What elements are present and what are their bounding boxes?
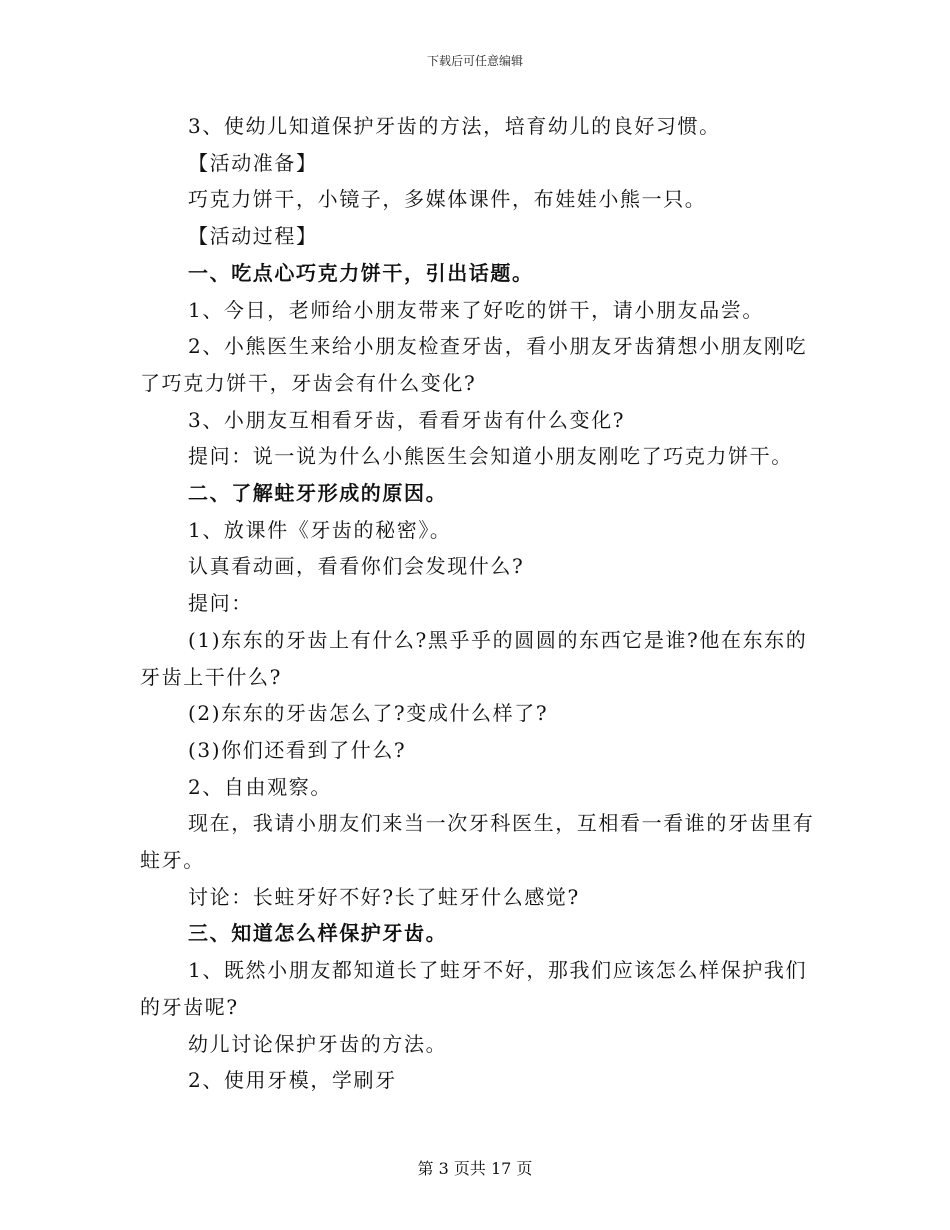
- paragraph: 2、自由观察。: [188, 774, 332, 799]
- paragraph: 3、使幼儿知道保护牙齿的方法，培育幼儿的良好习惯。: [188, 114, 721, 138]
- page-header: 下载后可任意编辑: [426, 54, 523, 68]
- paragraph: (1)东东的牙齿上有什么?黑乎乎的圆圆的东西它是谁?他在东东的牙齿上干什么?: [140, 627, 808, 689]
- paragraph: 1、既然小朋友都知道长了蛀牙不好，那我们应该怎么样保护我们的牙齿呢?: [140, 958, 808, 1019]
- paragraph: 认真看动画，看看你们会发现什么?: [188, 554, 525, 579]
- page-footer: 第 3 页共 17 页: [417, 1159, 533, 1178]
- paragraph: 现在，我请小朋友们来当一次牙科医生，互相看一看谁的牙齿里有蛀牙。: [140, 811, 815, 873]
- paragraph: 提问：说一说为什么小熊医生会知道小朋友刚吃了巧克力饼干。: [188, 444, 793, 469]
- paragraph: 2、使用牙模，学刷牙: [188, 1068, 397, 1093]
- section-heading: 一、吃点心巧克力饼干，引出话题。: [188, 260, 534, 285]
- paragraph: (3)你们还看到了什么?: [188, 737, 407, 762]
- paragraph: 1、放课件《牙齿的秘密》。: [188, 517, 452, 542]
- paragraph: 巧克力饼干，小镜子，多媒体课件，布娃娃小熊一只。: [188, 187, 707, 212]
- document-body: [140, 108, 820, 1099]
- paragraph: 【活动准备】: [188, 150, 318, 175]
- paragraph: 3、小朋友互相看牙齿，看看牙齿有什么变化?: [188, 407, 626, 432]
- paragraph: 提问：: [188, 591, 253, 616]
- paragraph: 2、小熊医生来给小朋友检查牙齿，看小朋友牙齿猜想小朋友刚吃了巧克力饼干，牙齿会有什么变化?: [140, 334, 808, 395]
- paragraph: 幼儿讨论保护牙齿的方法。: [188, 1031, 448, 1056]
- paragraph: 讨论：长蛀牙好不好?长了蛀牙什么感觉?: [188, 884, 580, 909]
- section-heading: 三、知道怎么样保护牙齿。: [188, 921, 448, 946]
- paragraph: (2)东东的牙齿怎么了?变成什么样了?: [188, 701, 549, 726]
- paragraph: 【活动过程】: [188, 224, 318, 249]
- paragraph: 1、今日，老师给小朋友带来了好吃的饼干，请小朋友品尝。: [188, 297, 764, 322]
- section-heading: 二、了解蛀牙形成的原因。: [188, 481, 448, 506]
